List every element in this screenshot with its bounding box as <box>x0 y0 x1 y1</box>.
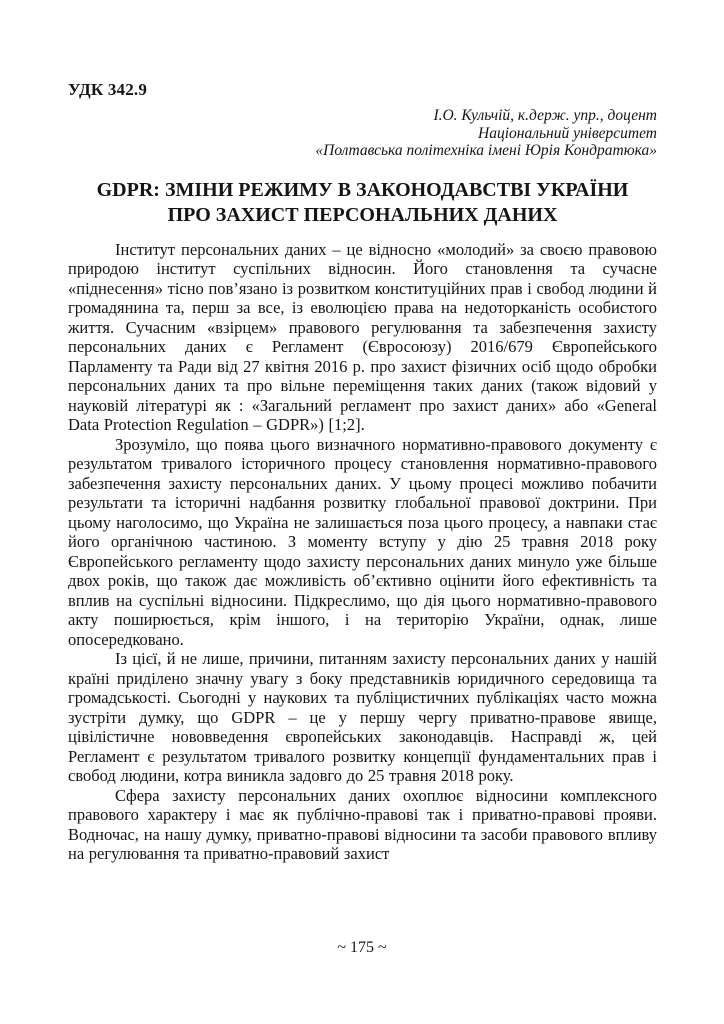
author-university-line: «Полтавська політехніка імені Юрія Кондратюка» <box>315 142 657 160</box>
page-number: ~ 175 ~ <box>337 939 387 956</box>
author-block <box>68 107 657 160</box>
paragraph-1: Інститут персональних даних – це відносно «молодий» за своєю правовою природою інститут суспільних відносин. Його становлення та сучасне «піднесення» тісно пов’язано із розвитком конституційних прав і свобод людини й громадянина та, перш за все, із еволюцією права на недоторканість особистого життя. Сучасним «взірцем» правового регулювання та забезпечення захисту персональних даних є Регламент (Євросоюзу) 2016/679 Європейського Парламенту та Ради від 27 квітня 2016 р. про захист фізичних осіб щодо обробки персональних даних та про вільне переміщення таких даних (також відовий у науковій літературі як : «Загальний регламент про захист даних» або «General Data Protection Regulation – GDPR») [1;2]. <box>68 239 657 435</box>
paragraph-4: Сфера захисту персональних даних охоплює відносини комплексного правового характеру і має як публічно-правові так і приватно-правові прояви. Водночас, на нашу думку, приватно-правові відносини та засоби правового впливу на регулювання та приватно-правовий захист <box>68 785 657 864</box>
author-name-line: І.О. Кульчій, к.держ. упр., доцент <box>433 107 657 124</box>
author-affiliation-line: Національний університет <box>478 124 657 142</box>
article-body <box>68 240 657 864</box>
article-title-line-2: ПРО ЗАХИСТ ПЕРСОНАЛЬНИХ ДАНИХ <box>167 203 558 226</box>
udc-code: УДК 342.9 <box>68 80 148 99</box>
article-title <box>68 178 657 228</box>
paragraph-3: Із цієї, й не лише, причини, питанням захисту персональних даних у нашій країні приділено значну увагу з боку представників юридичного середовища та громадськості. Сьогодні у наукових та публіцистичних публікаціях часто можна зустріти думку, що GDPR – це у першу чергу приватно-правове явище, цівілістичне нововведення європейських законодавців. Насправді ж, цей Регламент є результатом тривалого розвитку концепції фундаментальних прав і свобод людини, котра виникла задовго до 25 травня 2018 року. <box>68 649 657 786</box>
article-title-line-1: GDPR: ЗМІНИ РЕЖИМУ В ЗАКОНОДАВСТВІ УКРАЇНИ <box>96 178 629 201</box>
paragraph-2: Зрозуміло, що поява цього визначного нормативно-правового документу є результатом тривалого історичного процесу становлення нормативно-правового забезпечення захисту персональних даних. У цьому процесі можливо побачити результати та історичні надбання розвитку глобальної правової доктрини. При цьому наголосимо, що Україна не залишається поза цього процесу, а навпаки стає його органічною частиною. З моменту вступу у дію 25 травня 2018 року Європейського регламенту щодо захисту персональних даних минуло уже більше двох років, що також дає можливість об’єктивно оцінити його ефективність та вплив на суспільні відносини. Підкреслимо, що дія цього нормативно-правового акту поширюється, крім іншого, і на територію України, однак, лише опосередковано. <box>68 434 657 649</box>
